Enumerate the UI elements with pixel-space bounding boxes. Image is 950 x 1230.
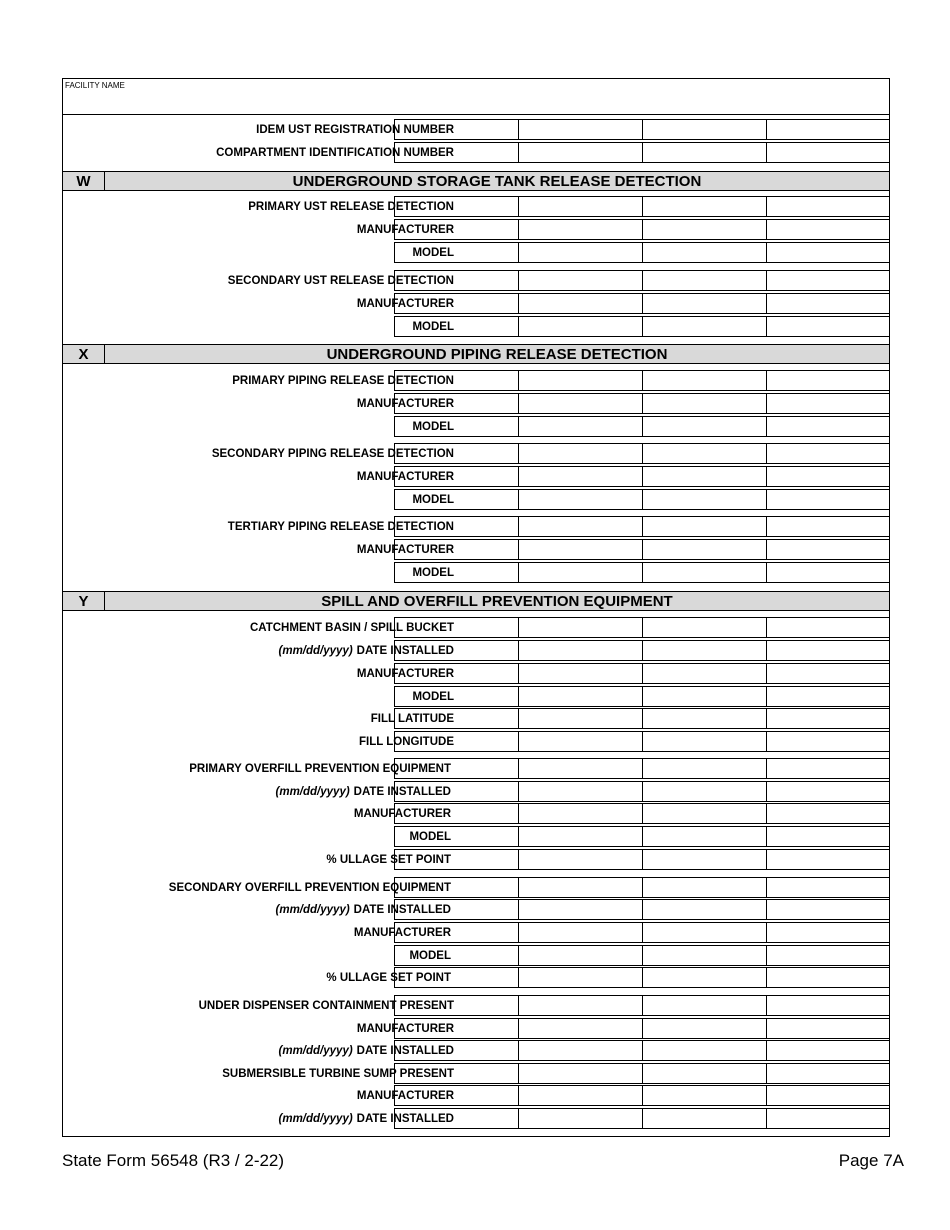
entry-cell-1[interactable]	[394, 370, 518, 391]
entry-cell-1[interactable]	[394, 242, 518, 263]
form-row-model	[63, 945, 889, 966]
row-label-text: MANUFACTURER	[356, 543, 454, 556]
entry-cell-3[interactable]	[642, 270, 766, 291]
entry-cell-4[interactable]	[766, 562, 889, 583]
row-label-text: DATE INSTALLED	[353, 903, 451, 916]
row-label-text: UNDER DISPENSER CONTAINMENT PRESENT	[198, 999, 454, 1012]
entry-cell-1[interactable]	[394, 922, 518, 943]
form-row-primary-ust	[63, 196, 889, 217]
row-label-text: MANUFACTURER	[356, 667, 454, 680]
form-row-manufacturer	[63, 293, 889, 314]
row-label-text: DATE INSTALLED	[356, 644, 454, 657]
entry-cell-2[interactable]	[518, 708, 642, 729]
form-row-date-installed	[63, 781, 889, 802]
entry-cell-2[interactable]	[518, 1085, 642, 1106]
row-label-text: MODEL	[409, 949, 451, 962]
section-title: SPILL AND OVERFILL PREVENTION EQUIPMENT	[321, 592, 673, 610]
entry-cell-1[interactable]	[394, 466, 518, 487]
entry-cell-4[interactable]	[766, 877, 889, 898]
form-row-fill-lat	[63, 708, 889, 729]
row-label-text: MODEL	[412, 566, 454, 579]
form-row-model	[63, 562, 889, 583]
form-row-manufacturer	[63, 393, 889, 414]
entry-cell-3[interactable]	[642, 1040, 766, 1061]
form-row-stp	[63, 1063, 889, 1084]
entry-cell-4[interactable]	[766, 781, 889, 802]
row-label-text: MODEL	[412, 246, 454, 259]
entry-cell-2[interactable]	[518, 443, 642, 464]
entry-cell-1[interactable]	[394, 416, 518, 437]
entry-cell-3[interactable]	[642, 899, 766, 920]
section-header-x	[63, 344, 889, 364]
entry-cell-3[interactable]	[642, 803, 766, 824]
form-row-idem	[63, 119, 889, 140]
form-row-model	[63, 489, 889, 510]
section-title: UNDERGROUND STORAGE TANK RELEASE DETECTION	[292, 172, 702, 190]
row-label-text: % ULLAGE SET POINT	[326, 853, 451, 866]
entry-cell-3[interactable]	[642, 370, 766, 391]
form-row-fill-long	[63, 731, 889, 752]
entry-cell-3[interactable]	[642, 1018, 766, 1039]
row-label-text: MANUFACTURER	[353, 926, 451, 939]
row-label-text: MANUFACTURER	[353, 807, 451, 820]
entry-cell-2[interactable]	[518, 316, 642, 337]
entry-cell-4[interactable]	[766, 242, 889, 263]
row-label-text: SECONDARY UST RELEASE DETECTION	[227, 274, 454, 287]
section-letter: W	[63, 172, 105, 190]
entry-cell-4[interactable]	[766, 686, 889, 707]
row-label-text: MANUFACTURER	[356, 470, 454, 483]
row-label-text: PRIMARY OVERFILL PREVENTION EQUIPMENT	[189, 762, 451, 775]
entry-cell-4[interactable]	[766, 731, 889, 752]
form-row-ullage	[63, 849, 889, 870]
entry-cell-1[interactable]	[394, 803, 518, 824]
entry-cell-2[interactable]	[518, 293, 642, 314]
entry-cell-1[interactable]	[394, 758, 518, 779]
entry-cell-4[interactable]	[766, 967, 889, 988]
form-row-date-installed	[63, 1040, 889, 1061]
row-label-text: FILL LATITUDE	[370, 712, 454, 725]
form-row-date-installed	[63, 1108, 889, 1129]
entry-cell-2[interactable]	[518, 758, 642, 779]
entry-cell-4[interactable]	[766, 316, 889, 337]
entry-cell-3[interactable]	[642, 945, 766, 966]
entry-cell-2[interactable]	[518, 849, 642, 870]
entry-cell-1[interactable]	[394, 708, 518, 729]
entry-cell-3[interactable]	[642, 393, 766, 414]
row-label-text: DATE INSTALLED	[356, 1112, 454, 1125]
entry-cell-4[interactable]	[766, 393, 889, 414]
entry-cell-3[interactable]	[642, 316, 766, 337]
entry-cell-2[interactable]	[518, 995, 642, 1016]
page-number: Page 7A	[838, 1151, 904, 1170]
form-row-udc	[63, 995, 889, 1016]
entry-cell-1[interactable]	[394, 1108, 518, 1129]
entry-cell-3[interactable]	[642, 781, 766, 802]
entry-cell-3[interactable]	[642, 663, 766, 684]
form-row-date-installed	[63, 640, 889, 661]
entry-cell-4[interactable]	[766, 1108, 889, 1129]
entry-cell-3[interactable]	[642, 119, 766, 140]
entry-cell-3[interactable]	[642, 1085, 766, 1106]
row-label-text: SUBMERSIBLE TURBINE SUMP PRESENT	[222, 1067, 454, 1080]
entry-cell-2[interactable]	[518, 967, 642, 988]
entry-cell-1[interactable]	[394, 516, 518, 537]
entry-cell-3[interactable]	[642, 1063, 766, 1084]
entry-cell-4[interactable]	[766, 466, 889, 487]
entry-cell-3[interactable]	[642, 489, 766, 510]
date-format-hint: (mm/dd/yyyy)	[278, 1044, 353, 1057]
entry-cell-3[interactable]	[642, 922, 766, 943]
entry-cell-1[interactable]	[394, 877, 518, 898]
entry-cell-2[interactable]	[518, 416, 642, 437]
form-row-manufacturer	[63, 219, 889, 240]
entry-cell-4[interactable]	[766, 443, 889, 464]
entry-cell-2[interactable]	[518, 640, 642, 661]
row-label-text: MANUFACTURER	[356, 223, 454, 236]
entry-cell-1[interactable]	[394, 489, 518, 510]
entry-cell-2[interactable]	[518, 1063, 642, 1084]
entry-cell-1[interactable]	[394, 781, 518, 802]
entry-cell-4[interactable]	[766, 1063, 889, 1084]
entry-cell-1[interactable]	[394, 945, 518, 966]
entry-cell-3[interactable]	[642, 219, 766, 240]
entry-cell-4[interactable]	[766, 899, 889, 920]
entry-cell-3[interactable]	[642, 826, 766, 847]
entry-cell-4[interactable]	[766, 1040, 889, 1061]
entry-cell-1[interactable]	[394, 686, 518, 707]
entry-cell-3[interactable]	[642, 539, 766, 560]
entry-cell-3[interactable]	[642, 877, 766, 898]
entry-cell-2[interactable]	[518, 781, 642, 802]
form-row-catchment	[63, 617, 889, 638]
entry-cell-2[interactable]	[518, 1018, 642, 1039]
row-label-text: MODEL	[412, 690, 454, 703]
row-label-text: MODEL	[412, 493, 454, 506]
entry-cell-1[interactable]	[394, 1063, 518, 1084]
entry-cell-2[interactable]	[518, 539, 642, 560]
form-row-manufacturer	[63, 466, 889, 487]
entry-cell-1[interactable]	[394, 293, 518, 314]
form-row-manufacturer	[63, 922, 889, 943]
form-row-model	[63, 416, 889, 437]
entry-cell-2[interactable]	[518, 516, 642, 537]
entry-cell-4[interactable]	[766, 995, 889, 1016]
entry-cell-3[interactable]	[642, 242, 766, 263]
entry-cell-4[interactable]	[766, 142, 889, 163]
entry-cell-1[interactable]	[394, 1018, 518, 1039]
entry-cell-1[interactable]	[394, 196, 518, 217]
form-row-model	[63, 686, 889, 707]
entry-cell-2[interactable]	[518, 922, 642, 943]
entry-cell-4[interactable]	[766, 663, 889, 684]
row-label-text: DATE INSTALLED	[356, 1044, 454, 1057]
form-row-secondary-ust	[63, 270, 889, 291]
entry-cell-2[interactable]	[518, 562, 642, 583]
section-title: UNDERGROUND PIPING RELEASE DETECTION	[326, 345, 668, 363]
row-label-text: SECONDARY PIPING RELEASE DETECTION	[211, 447, 454, 460]
entry-cell-4[interactable]	[766, 849, 889, 870]
row-label-text: MODEL	[412, 320, 454, 333]
entry-cell-2[interactable]	[518, 196, 642, 217]
entry-cell-2[interactable]	[518, 142, 642, 163]
row-label-text: SECONDARY OVERFILL PREVENTION EQUIPMENT	[168, 881, 451, 894]
row-label-text: MODEL	[409, 830, 451, 843]
entry-cell-3[interactable]	[642, 293, 766, 314]
entry-cell-1[interactable]	[394, 539, 518, 560]
form-row-ullage	[63, 967, 889, 988]
form-row-model	[63, 242, 889, 263]
date-format-hint: (mm/dd/yyyy)	[278, 644, 353, 657]
entry-cell-4[interactable]	[766, 758, 889, 779]
row-label-text: COMPARTMENT IDENTIFICATION NUMBER	[216, 146, 454, 159]
entry-cell-4[interactable]	[766, 416, 889, 437]
entry-cell-4[interactable]	[766, 1085, 889, 1106]
entry-cell-2[interactable]	[518, 899, 642, 920]
entry-cell-2[interactable]	[518, 466, 642, 487]
entry-cell-2[interactable]	[518, 219, 642, 240]
form-row-manufacturer	[63, 803, 889, 824]
form-row-tertiary-piping	[63, 516, 889, 537]
row-label-text: MANUFACTURER	[356, 1022, 454, 1035]
row-label-text: CATCHMENT BASIN / SPILL BUCKET	[249, 621, 454, 634]
form-row-manufacturer	[63, 663, 889, 684]
form-number: State Form 56548 (R3 / 2-22)	[62, 1151, 285, 1170]
entry-cell-1[interactable]	[394, 562, 518, 583]
entry-cell-4[interactable]	[766, 826, 889, 847]
entry-cell-2[interactable]	[518, 617, 642, 638]
entry-cell-1[interactable]	[394, 967, 518, 988]
entry-cell-1[interactable]	[394, 995, 518, 1016]
entry-cell-1[interactable]	[394, 849, 518, 870]
entry-cell-2[interactable]	[518, 1108, 642, 1129]
form-row-model	[63, 316, 889, 337]
entry-cell-4[interactable]	[766, 1018, 889, 1039]
entry-cell-3[interactable]	[642, 708, 766, 729]
entry-cell-3[interactable]	[642, 640, 766, 661]
entry-cell-3[interactable]	[642, 562, 766, 583]
row-label-text: IDEM UST REGISTRATION NUMBER	[256, 123, 454, 136]
entry-cell-3[interactable]	[642, 416, 766, 437]
entry-cell-2[interactable]	[518, 242, 642, 263]
entry-cell-3[interactable]	[642, 731, 766, 752]
entry-cell-3[interactable]	[642, 466, 766, 487]
entry-cell-3[interactable]	[642, 443, 766, 464]
entry-cell-1[interactable]	[394, 142, 518, 163]
row-label-text: DATE INSTALLED	[353, 785, 451, 798]
entry-cell-1[interactable]	[394, 219, 518, 240]
entry-cell-2[interactable]	[518, 826, 642, 847]
entry-cell-4[interactable]	[766, 708, 889, 729]
entry-cell-3[interactable]	[642, 995, 766, 1016]
row-label-text: MODEL	[412, 420, 454, 433]
row-label-text: MANUFACTURER	[356, 397, 454, 410]
entry-cell-4[interactable]	[766, 119, 889, 140]
row-label-text: TERTIARY PIPING RELEASE DETECTION	[227, 520, 454, 533]
entry-cell-4[interactable]	[766, 539, 889, 560]
entry-cell-4[interactable]	[766, 370, 889, 391]
entry-cell-3[interactable]	[642, 849, 766, 870]
date-format-hint: (mm/dd/yyyy)	[278, 1112, 353, 1125]
entry-cell-4[interactable]	[766, 922, 889, 943]
section-letter: X	[63, 345, 105, 363]
entry-cell-2[interactable]	[518, 663, 642, 684]
entry-cell-2[interactable]	[518, 877, 642, 898]
entry-cell-1[interactable]	[394, 617, 518, 638]
row-label-text: PRIMARY PIPING RELEASE DETECTION	[232, 374, 454, 387]
entry-cell-4[interactable]	[766, 640, 889, 661]
date-format-hint: (mm/dd/yyyy)	[275, 903, 350, 916]
entry-cell-3[interactable]	[642, 758, 766, 779]
entry-cell-2[interactable]	[518, 1040, 642, 1061]
entry-cell-1[interactable]	[394, 393, 518, 414]
entry-cell-3[interactable]	[642, 142, 766, 163]
entry-cell-4[interactable]	[766, 945, 889, 966]
entry-cell-2[interactable]	[518, 686, 642, 707]
entry-cell-3[interactable]	[642, 617, 766, 638]
form-row-manufacturer	[63, 539, 889, 560]
entry-cell-2[interactable]	[518, 370, 642, 391]
form-row-compartment	[63, 142, 889, 163]
entry-cell-2[interactable]	[518, 119, 642, 140]
entry-cell-1[interactable]	[394, 316, 518, 337]
entry-cell-4[interactable]	[766, 219, 889, 240]
entry-cell-4[interactable]	[766, 617, 889, 638]
form-row-secondary-overfill	[63, 877, 889, 898]
row-label-text: MANUFACTURER	[356, 297, 454, 310]
entry-cell-3[interactable]	[642, 967, 766, 988]
row-label-text: % ULLAGE SET POINT	[326, 971, 451, 984]
form-row-model	[63, 826, 889, 847]
row-label-text: PRIMARY UST RELEASE DETECTION	[248, 200, 454, 213]
row-label-text: FILL LONGITUDE	[359, 735, 454, 748]
facility-name-field[interactable]	[63, 79, 889, 115]
entry-cell-1[interactable]	[394, 1040, 518, 1061]
entry-cell-1[interactable]	[394, 640, 518, 661]
date-format-hint: (mm/dd/yyyy)	[275, 785, 350, 798]
section-letter: Y	[63, 592, 105, 610]
entry-cell-4[interactable]	[766, 803, 889, 824]
entry-cell-4[interactable]	[766, 516, 889, 537]
entry-cell-1[interactable]	[394, 1085, 518, 1106]
entry-cell-2[interactable]	[518, 270, 642, 291]
entry-cell-1[interactable]	[394, 899, 518, 920]
form-row-primary-overfill	[63, 758, 889, 779]
entry-cell-3[interactable]	[642, 196, 766, 217]
entry-cell-3[interactable]	[642, 1108, 766, 1129]
entry-cell-2[interactable]	[518, 731, 642, 752]
entry-cell-2[interactable]	[518, 803, 642, 824]
section-header-w	[63, 171, 889, 191]
form-row-primary-piping	[63, 370, 889, 391]
form-row-manufacturer	[63, 1085, 889, 1106]
form-row-secondary-piping	[63, 443, 889, 464]
entry-cell-1[interactable]	[394, 119, 518, 140]
entry-cell-2[interactable]	[518, 945, 642, 966]
section-header-y	[63, 591, 889, 611]
form-row-manufacturer	[63, 1018, 889, 1039]
entry-cell-1[interactable]	[394, 270, 518, 291]
entry-cell-2[interactable]	[518, 489, 642, 510]
entry-cell-2[interactable]	[518, 393, 642, 414]
entry-cell-4[interactable]	[766, 489, 889, 510]
entry-cell-3[interactable]	[642, 686, 766, 707]
entry-cell-4[interactable]	[766, 293, 889, 314]
form-table	[62, 78, 890, 1137]
form-row-date-installed	[63, 899, 889, 920]
facility-name-label: FACILITY NAME	[65, 81, 125, 90]
row-label-text: MANUFACTURER	[356, 1089, 454, 1102]
entry-cell-3[interactable]	[642, 516, 766, 537]
entry-cell-1[interactable]	[394, 443, 518, 464]
entry-cell-1[interactable]	[394, 826, 518, 847]
entry-cell-4[interactable]	[766, 270, 889, 291]
entry-cell-1[interactable]	[394, 663, 518, 684]
entry-cell-4[interactable]	[766, 196, 889, 217]
entry-cell-1[interactable]	[394, 731, 518, 752]
